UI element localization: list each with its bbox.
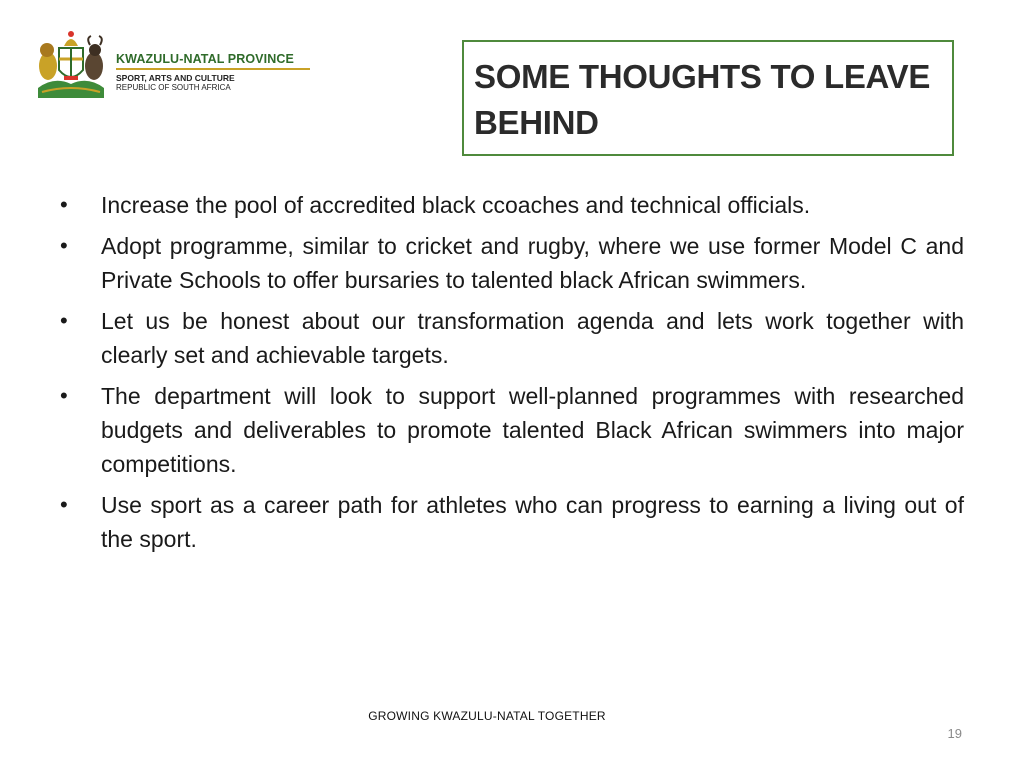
province-name: KWAZULU-NATAL PROVINCE: [116, 52, 294, 66]
slide-title-line-1: SOME THOUGHTS TO LEAVE: [474, 58, 931, 95]
logo-text: [116, 52, 326, 93]
bullet-list: [60, 188, 964, 563]
bullet-text: The department will look to support well-planned programmes with researched budgets and deliverables to promote talented Black African swimmers into major competitions.: [101, 383, 964, 477]
bullet-item: [60, 229, 964, 297]
bullet-icon: •: [60, 308, 68, 333]
bullet-item: [60, 379, 964, 481]
footer-tagline: GROWING KWAZULU-NATAL TOGETHER: [368, 709, 606, 723]
department-name: SPORT, ARTS AND CULTURE: [116, 73, 235, 83]
coat-of-arms-icon: [34, 26, 108, 102]
bullet-icon: •: [60, 383, 68, 408]
bullet-item: [60, 188, 964, 222]
bullet-text: Adopt programme, similar to cricket and rugby, where we use former Model C and Private Schools to offer bursaries to talented black African swimmers.: [101, 233, 964, 293]
bullet-text: Let us be honest about our transformation agenda and lets work together with clearly set and achievable targets.: [101, 308, 964, 368]
bullet-icon: •: [60, 192, 68, 217]
bullet-text: Use sport as a career path for athletes who can progress to earning a living out of the sport.: [101, 492, 964, 552]
bullet-icon: •: [60, 492, 68, 517]
country-name: REPUBLIC OF SOUTH AFRICA: [116, 83, 231, 92]
bullet-icon: •: [60, 233, 68, 258]
bullet-item: [60, 304, 964, 372]
page-number: 19: [947, 726, 962, 741]
bullet-text: Increase the pool of accredited black ccoaches and technical officials.: [101, 192, 811, 218]
logo-divider: [116, 68, 310, 70]
slide-title-line-2: BEHIND: [474, 104, 599, 141]
department-logo: [34, 26, 324, 104]
slide-title-box: [462, 40, 954, 156]
bullet-item: [60, 488, 964, 556]
